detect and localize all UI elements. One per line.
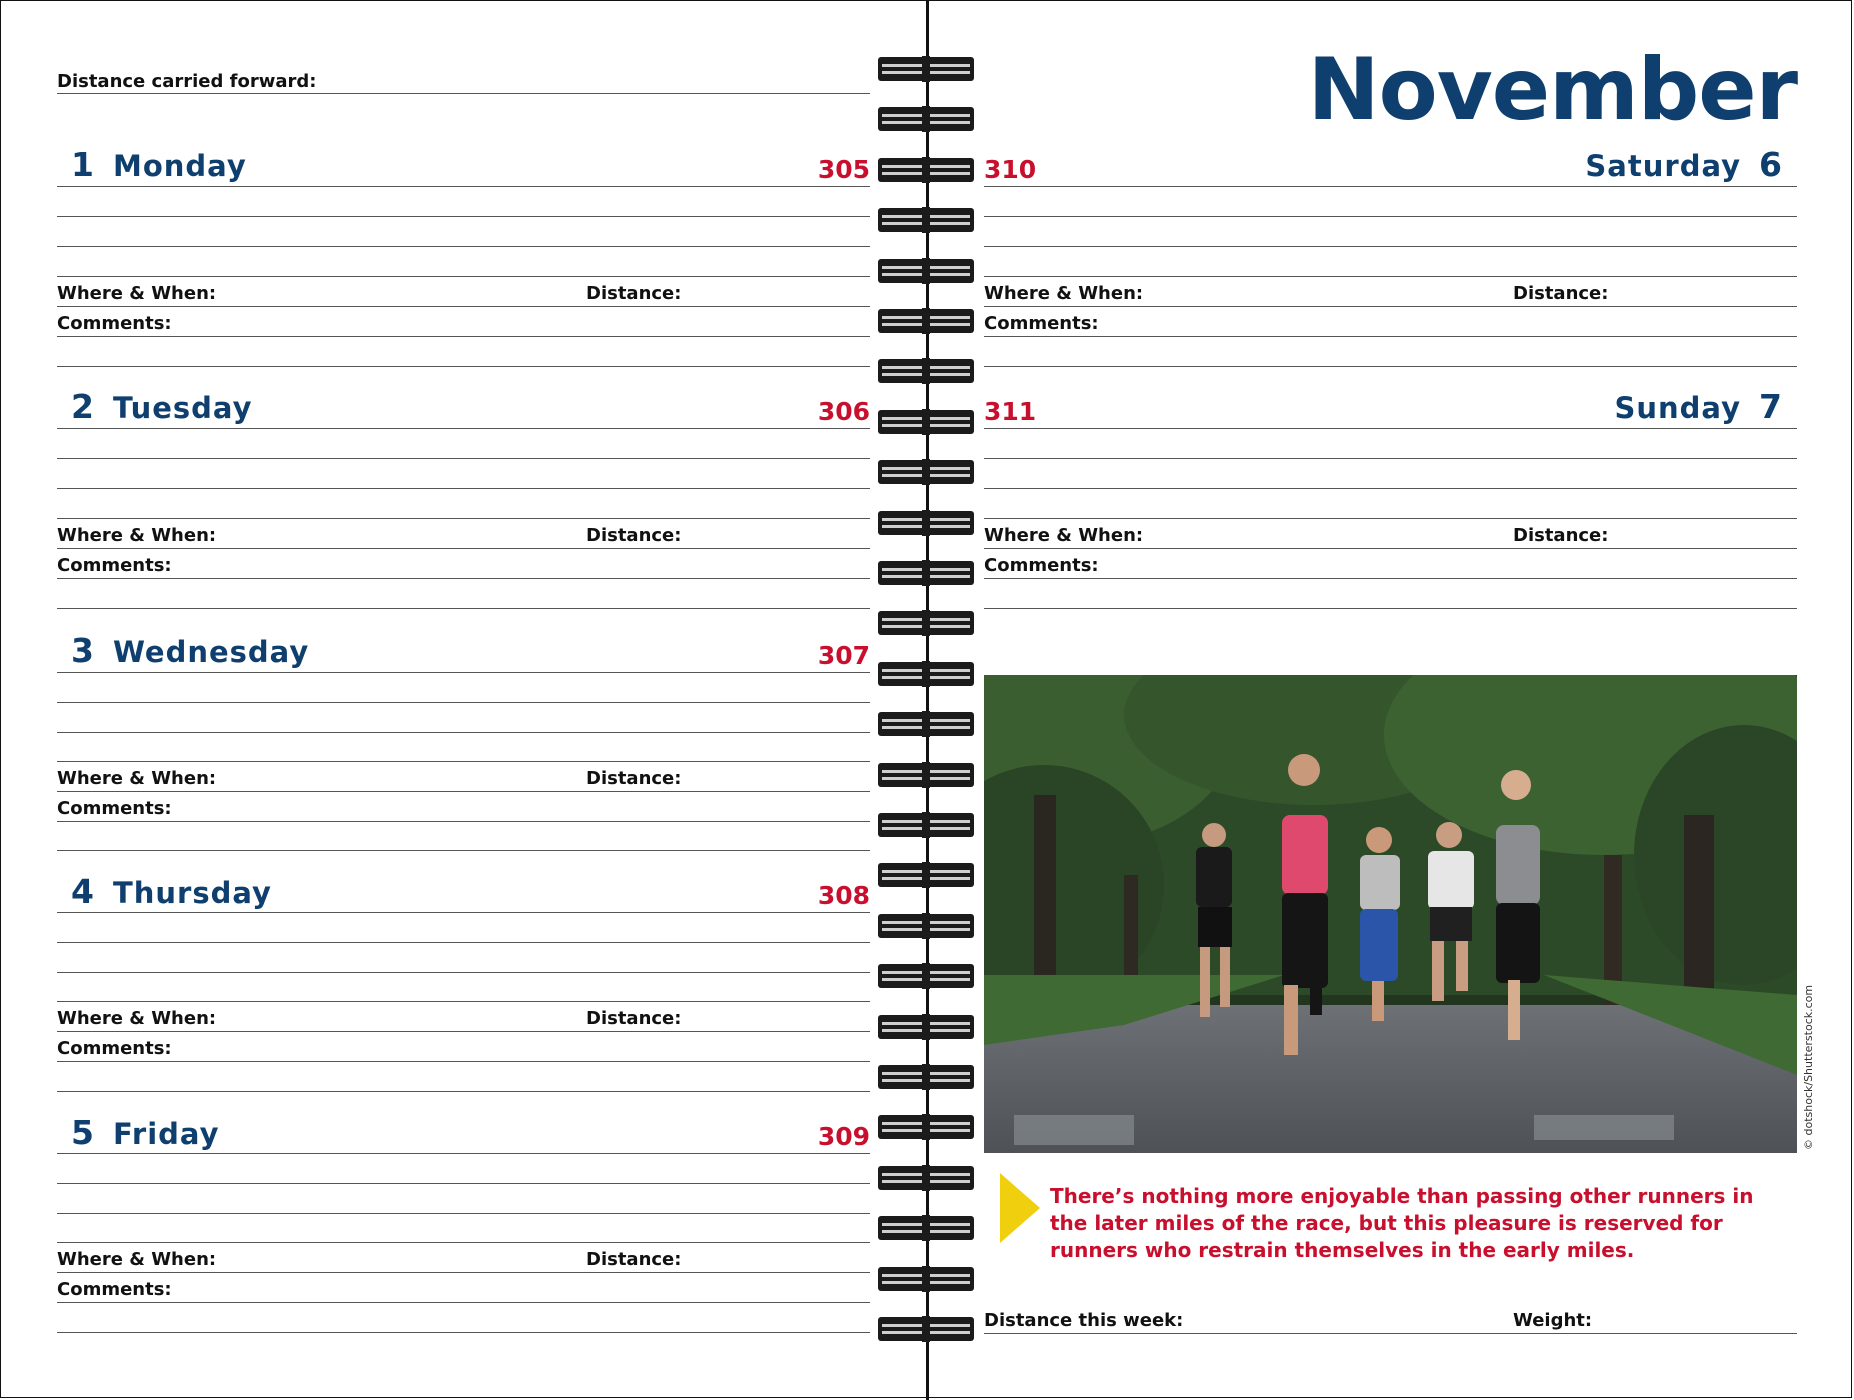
arrow-bullet-icon (1000, 1173, 1040, 1243)
binding-coil (878, 56, 974, 82)
where-when-label: Where & When: (57, 768, 217, 789)
write-line[interactable] (57, 1272, 870, 1273)
binding-coil (878, 358, 974, 384)
day-heading (71, 387, 253, 426)
binding-coil (878, 862, 974, 888)
write-line[interactable] (57, 732, 870, 733)
day-heading (71, 145, 247, 184)
write-line[interactable] (57, 336, 870, 337)
write-line[interactable] (984, 488, 1797, 489)
carried-forward-line (57, 93, 870, 94)
write-line[interactable] (57, 791, 870, 792)
write-line[interactable] (57, 1091, 870, 1092)
day-of-year: 307 (817, 641, 870, 670)
write-line[interactable] (984, 548, 1797, 549)
binding-coil (878, 258, 974, 284)
where-when-label: Where & When: (57, 1008, 217, 1029)
binding-coil (878, 308, 974, 334)
day-name: Wednesday (112, 635, 310, 669)
day-number: 7 (1759, 387, 1783, 426)
binding-coil (878, 711, 974, 737)
day-name: Thursday (112, 876, 272, 910)
write-line[interactable] (57, 578, 870, 579)
binding-coil (878, 106, 974, 132)
day-number: 6 (1759, 145, 1783, 184)
binding-coil (878, 963, 974, 989)
binding-coil (878, 157, 974, 183)
day-heading (71, 872, 272, 911)
where-when-label: Where & When: (57, 525, 217, 546)
binding-coil (878, 913, 974, 939)
binding-coil (878, 560, 974, 586)
write-line[interactable] (57, 702, 870, 703)
write-line[interactable] (984, 306, 1797, 307)
day-name: Friday (112, 1117, 220, 1151)
write-line[interactable] (984, 186, 1797, 187)
binding-coil (878, 1215, 974, 1241)
where-when-label: Where & When: (984, 525, 1144, 546)
binding-coil (878, 1316, 974, 1342)
right-page (984, 0, 1815, 1400)
day-name: Sunday (1614, 391, 1742, 425)
write-line[interactable] (57, 1302, 870, 1303)
distance-label: Distance: (1513, 525, 1609, 546)
write-line[interactable] (984, 458, 1797, 459)
day-heading (1614, 387, 1784, 426)
binding-coil (878, 459, 974, 485)
comments-label: Comments: (984, 313, 1099, 334)
day-of-year: 308 (817, 881, 870, 910)
write-line[interactable] (57, 1183, 870, 1184)
binding-coil (878, 1266, 974, 1292)
day-number: 3 (71, 631, 95, 670)
write-line[interactable] (57, 1031, 870, 1032)
photo-credit: © dotshock/Shutterstock.com (1802, 984, 1815, 1150)
quote-text: There’s nothing more enjoyable than passing other runners in the later miles of the race, but this pleasure is reserved for runners who restrain themselves in the early miles. (1050, 1184, 1754, 1262)
day-heading (71, 631, 310, 670)
runners-photo (984, 675, 1797, 1153)
day-number: 2 (71, 387, 95, 426)
write-line[interactable] (984, 336, 1797, 337)
day-of-year: 310 (984, 155, 1037, 184)
write-line[interactable] (57, 761, 870, 762)
where-when-label: Where & When: (984, 283, 1144, 304)
day-name: Monday (112, 149, 247, 183)
day-heading (1585, 145, 1783, 184)
comments-label: Comments: (57, 313, 172, 334)
binding-coil (878, 1165, 974, 1191)
write-line[interactable] (57, 428, 870, 429)
write-line[interactable] (57, 518, 870, 519)
write-line[interactable] (57, 216, 870, 217)
write-line[interactable] (57, 821, 870, 822)
write-line[interactable] (57, 458, 870, 459)
write-line[interactable] (57, 942, 870, 943)
write-line[interactable] (57, 850, 870, 851)
distance-label: Distance: (586, 1008, 682, 1029)
write-line[interactable] (57, 276, 870, 277)
day-name: Tuesday (112, 391, 253, 425)
carried-forward-label: Distance carried forward: (57, 71, 317, 92)
comments-label: Comments: (57, 798, 172, 819)
write-line[interactable] (57, 186, 870, 187)
write-line[interactable] (984, 578, 1797, 579)
write-line[interactable] (57, 1061, 870, 1062)
write-line[interactable] (57, 366, 870, 367)
write-line[interactable] (984, 428, 1797, 429)
binding-coil (878, 762, 974, 788)
distance-label: Distance: (586, 283, 682, 304)
distance-label: Distance: (1513, 283, 1609, 304)
binding-coil (878, 207, 974, 233)
write-line[interactable] (57, 1001, 870, 1002)
write-line[interactable] (984, 276, 1797, 277)
write-line[interactable] (984, 366, 1797, 367)
comments-label: Comments: (57, 555, 172, 576)
day-of-year: 311 (984, 397, 1037, 426)
write-line[interactable] (57, 672, 870, 673)
binding-coil (878, 1014, 974, 1040)
comments-label: Comments: (57, 1038, 172, 1059)
where-when-label: Where & When: (57, 283, 217, 304)
write-line[interactable] (57, 306, 870, 307)
write-line[interactable] (984, 216, 1797, 217)
write-line[interactable] (57, 1213, 870, 1214)
binding-coil (878, 409, 974, 435)
write-line[interactable] (57, 608, 870, 609)
left-page (57, 0, 870, 1400)
month-title: November (1307, 40, 1797, 140)
weight-label: Weight: (1513, 1310, 1593, 1331)
comments-label: Comments: (984, 555, 1099, 576)
write-line[interactable] (984, 1333, 1797, 1334)
binding-coil (878, 1114, 974, 1140)
write-line[interactable] (57, 1332, 870, 1333)
where-when-label: Where & When: (57, 1249, 217, 1270)
write-line[interactable] (57, 1153, 870, 1154)
binding-coil (878, 510, 974, 536)
write-line[interactable] (57, 548, 870, 549)
day-of-year: 309 (817, 1122, 870, 1151)
day-heading (71, 1113, 220, 1152)
distance-this-week-label: Distance this week: (984, 1310, 1184, 1331)
distance-label: Distance: (586, 525, 682, 546)
comments-label: Comments: (57, 1279, 172, 1300)
day-of-year: 306 (817, 397, 870, 426)
write-line[interactable] (984, 518, 1797, 519)
runners-illustration (984, 675, 1797, 1153)
binding-coil (878, 812, 974, 838)
distance-label: Distance: (586, 768, 682, 789)
day-name: Saturday (1585, 149, 1742, 183)
write-line[interactable] (57, 972, 870, 973)
day-number: 4 (71, 872, 95, 911)
distance-label: Distance: (586, 1249, 682, 1270)
write-line[interactable] (57, 246, 870, 247)
write-line[interactable] (57, 912, 870, 913)
binding-coil (878, 610, 974, 636)
write-line[interactable] (984, 608, 1797, 609)
write-line[interactable] (57, 488, 870, 489)
write-line[interactable] (984, 246, 1797, 247)
day-of-year: 305 (817, 155, 870, 184)
day-number: 5 (71, 1113, 95, 1152)
day-number: 1 (71, 145, 95, 184)
write-line[interactable] (57, 1242, 870, 1243)
binding-coil (878, 661, 974, 687)
binding-coil (878, 1064, 974, 1090)
